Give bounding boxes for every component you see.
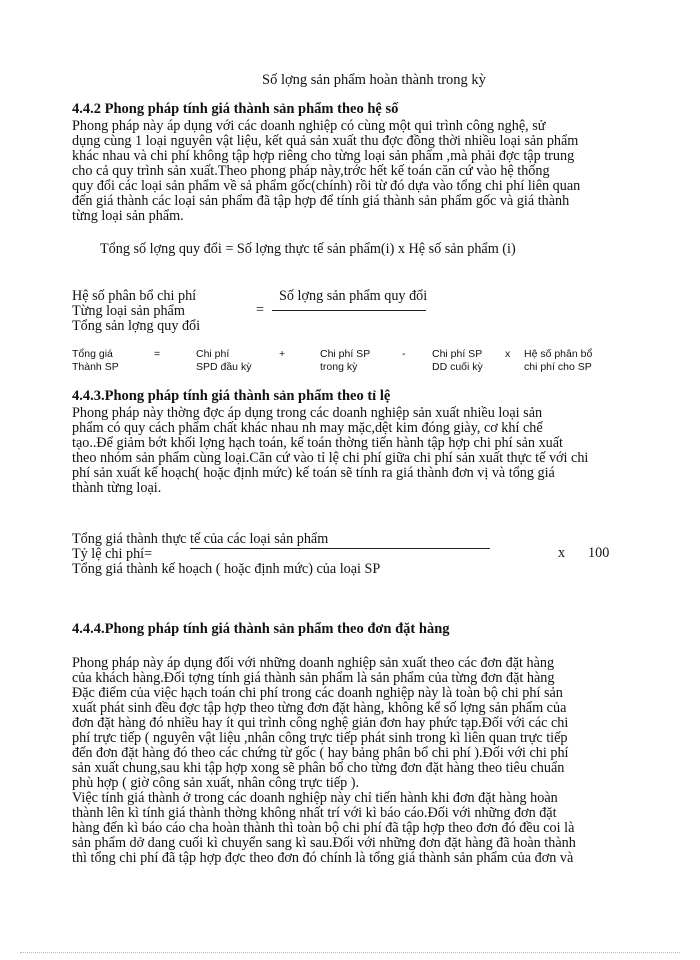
ratio-numerator: Số lợng sản phẩm quy đổi xyxy=(279,288,428,304)
paragraph-line: Phong pháp này áp dụng với các doanh nghiệp có cùng một qui trình công nghệ, sử xyxy=(72,118,546,134)
paragraph-line: thành lên kì tính giá thành thờng không nhất trí với kì báo cáo.Đối với những đơn đặt xyxy=(72,805,557,821)
paragraph-line: Đặc điểm của việc hạch toán chi phí trong các doanh nghiệp này là toàn bộ chi phí sản xyxy=(72,685,563,701)
heading-443: 4.4.3.Phong pháp tính giá thành sản phẩm theo tỉ lệ xyxy=(72,388,391,404)
formula-total-quantity: Tổng số lợng quy đổi = Số lợng thực tế sản phẩm(i) x Hệ số sản phẩm (i) xyxy=(100,241,516,257)
fraction-bar xyxy=(272,310,426,311)
term-line: trong kỳ xyxy=(320,361,358,373)
ratio-label-2: Từng loại sản phẩm xyxy=(72,303,185,319)
paragraph-line: Phong pháp này thờng đợc áp dụng trong các doanh nghiệp sản xuất nhiều loại sản xyxy=(72,405,543,421)
op-equals: = xyxy=(154,348,161,360)
paragraph-line: cho cả quy trình sản xuất.Theo phong pháp này,trớc hết kế toán căn cứ vào hệ thống xyxy=(72,163,550,179)
paragraph-line: đến đơn đặt hàng đó theo các chứng từ gốc ( hay bảng phân bổ chi phí ).Đối với chi phí xyxy=(72,745,569,761)
cost-ratio-numerator: Tổng giá thành thực tế của các loại sản phẩm xyxy=(72,531,329,547)
cost-ratio-label: Tỷ lệ chi phí= xyxy=(72,546,153,562)
ratio-label-3: Tổng sản lợng quy đổi xyxy=(72,318,201,334)
paragraph-line: sản xuất chung,sau khi tập hợp xong sẽ phân bổ cho từng đơn đặt hàng theo tiêu chuẩn xyxy=(72,760,565,776)
paragraph-line: từng loại sản phẩm. xyxy=(72,208,184,224)
term-allocation-coefficient xyxy=(524,348,592,374)
term-line: Hệ số phân bổ xyxy=(524,348,593,360)
term-line: Chi phí xyxy=(196,348,230,360)
paragraph-line: Phong pháp này áp dụng đối với những doanh nghiệp sản xuất theo các đơn đặt hàng xyxy=(72,655,555,671)
term-line: DD cuối kỳ xyxy=(432,361,483,373)
paragraph-line: thành từng loại. xyxy=(72,480,162,496)
paragraph-line: thì tổng chi phí đã tập hợp đợc theo đơn đó chính là tổng giá thành sản phẩm của đơn và xyxy=(72,850,574,866)
paragraph-line: phí trực tiếp ( nguyên vật liệu ,nhân công trực tiếp phát sinh trong kì liên quan trực tiếp xyxy=(72,730,568,746)
term-line: Chi phí SP xyxy=(320,348,371,360)
paragraph-line: dụng cùng 1 loại nguyên vật liệu, kết quả sản xuất thu đợc đồng thời nhiều loại sản phẩm xyxy=(72,133,579,149)
paragraph-line: xuất phát sinh đều đợc tập hợp theo từng đơn đặt hàng, không kể số lợng sản phẩm của xyxy=(72,700,567,716)
paragraph-line: Việc tính giá thành ở trong các doanh nghiệp này chỉ tiến hành khi đơn đặt hàng hoàn xyxy=(72,790,558,806)
ratio-equals: = xyxy=(256,302,265,318)
paragraph-line: theo nhóm sản phẩm cùng loại.Căn cứ vào tỉ lệ chi phí giữa chi phí sản xuất thực tế với chi xyxy=(72,450,589,466)
paragraph-line: đơn đặt hàng đó nhiều hay ít qui trình công nghệ giản đơn hay phức tạp.Đối với các chi xyxy=(72,715,569,731)
paragraph-line: quy đổi các loại sản phẩm về sả phẩm gốc(chính) rồi từ đó dựa vào tổng chi phí liên quan xyxy=(72,178,581,194)
term-line: Chi phí SP xyxy=(432,348,483,360)
top-line: Số lợng sản phẩm hoàn thành trong kỳ xyxy=(262,72,486,88)
paragraph-line: phẩm có quy cách phẩm chất khác nhau nh may mặc,dệt kim đóng giày, cơ khí chế xyxy=(72,420,543,436)
term-line: chi phí cho SP xyxy=(524,361,592,373)
term-period-cost xyxy=(320,348,370,374)
term-total-cost xyxy=(72,348,119,374)
paragraph-line: khác nhau và chi phí không tập hợp riêng cho từng loại sản phẩm ,mà phải đợc tập trung xyxy=(72,148,575,164)
ratio-label-1: Hệ số phân bổ chi phí xyxy=(72,288,197,304)
term-opening-wip xyxy=(196,348,251,374)
op-times: x xyxy=(505,348,511,360)
cost-ratio-denominator: Tổng giá thành kế hoạch ( hoặc định mức) của loại SP xyxy=(72,561,381,577)
cost-ratio-hundred: 100 xyxy=(588,545,610,561)
page-bottom-border xyxy=(20,952,680,953)
paragraph-line: phù hợp ( giờ công sản xuất, nhân công trực tiếp ). xyxy=(72,775,360,791)
paragraph-line: đến giá thành các loại sản phẩm đã tập hợp để tính giá thành sản phẩm gốc và giá thành xyxy=(72,193,570,209)
paragraph-line: hàng đến kì báo cáo cha hoàn thành thì toàn bộ chi phí đã tập hợp theo đơn đó đều coi là xyxy=(72,820,575,836)
paragraph-line: sản phẩm dở dang cuối kì chuyển sang kì sau.Đối với những đơn đặt hàng đã hoàn thành xyxy=(72,835,576,851)
op-minus: - xyxy=(402,348,406,360)
paragraph-line: của khách hàng.Đối tợng tính giá thành sản phẩm là sản phẩm của từng đơn đặt hàng xyxy=(72,670,555,686)
heading-444: 4.4.4.Phong pháp tính giá thành sản phẩm theo đơn đặt hàng xyxy=(72,621,450,637)
cost-ratio-times: x xyxy=(558,545,566,561)
term-line: Tổng giá xyxy=(72,348,113,360)
fraction-bar xyxy=(190,548,490,549)
op-plus: + xyxy=(279,348,286,360)
paragraph-line: tạo..Để giảm bớt khối lợng hạch toán, kế toán thờng tiến hành tập hợp chi phí sản xuất xyxy=(72,435,563,451)
heading-442: 4.4.2 Phong pháp tính giá thành sản phẩm theo hệ số xyxy=(72,101,399,117)
paragraph-line: phí sản xuất kế hoạch( hoặc định mức) kế toán sẽ tính ra giá thành đơn vị và tổng giá xyxy=(72,465,555,481)
term-line: SPD đầu kỳ xyxy=(196,361,252,373)
term-closing-wip xyxy=(432,348,483,374)
term-line: Thành SP xyxy=(72,361,119,373)
